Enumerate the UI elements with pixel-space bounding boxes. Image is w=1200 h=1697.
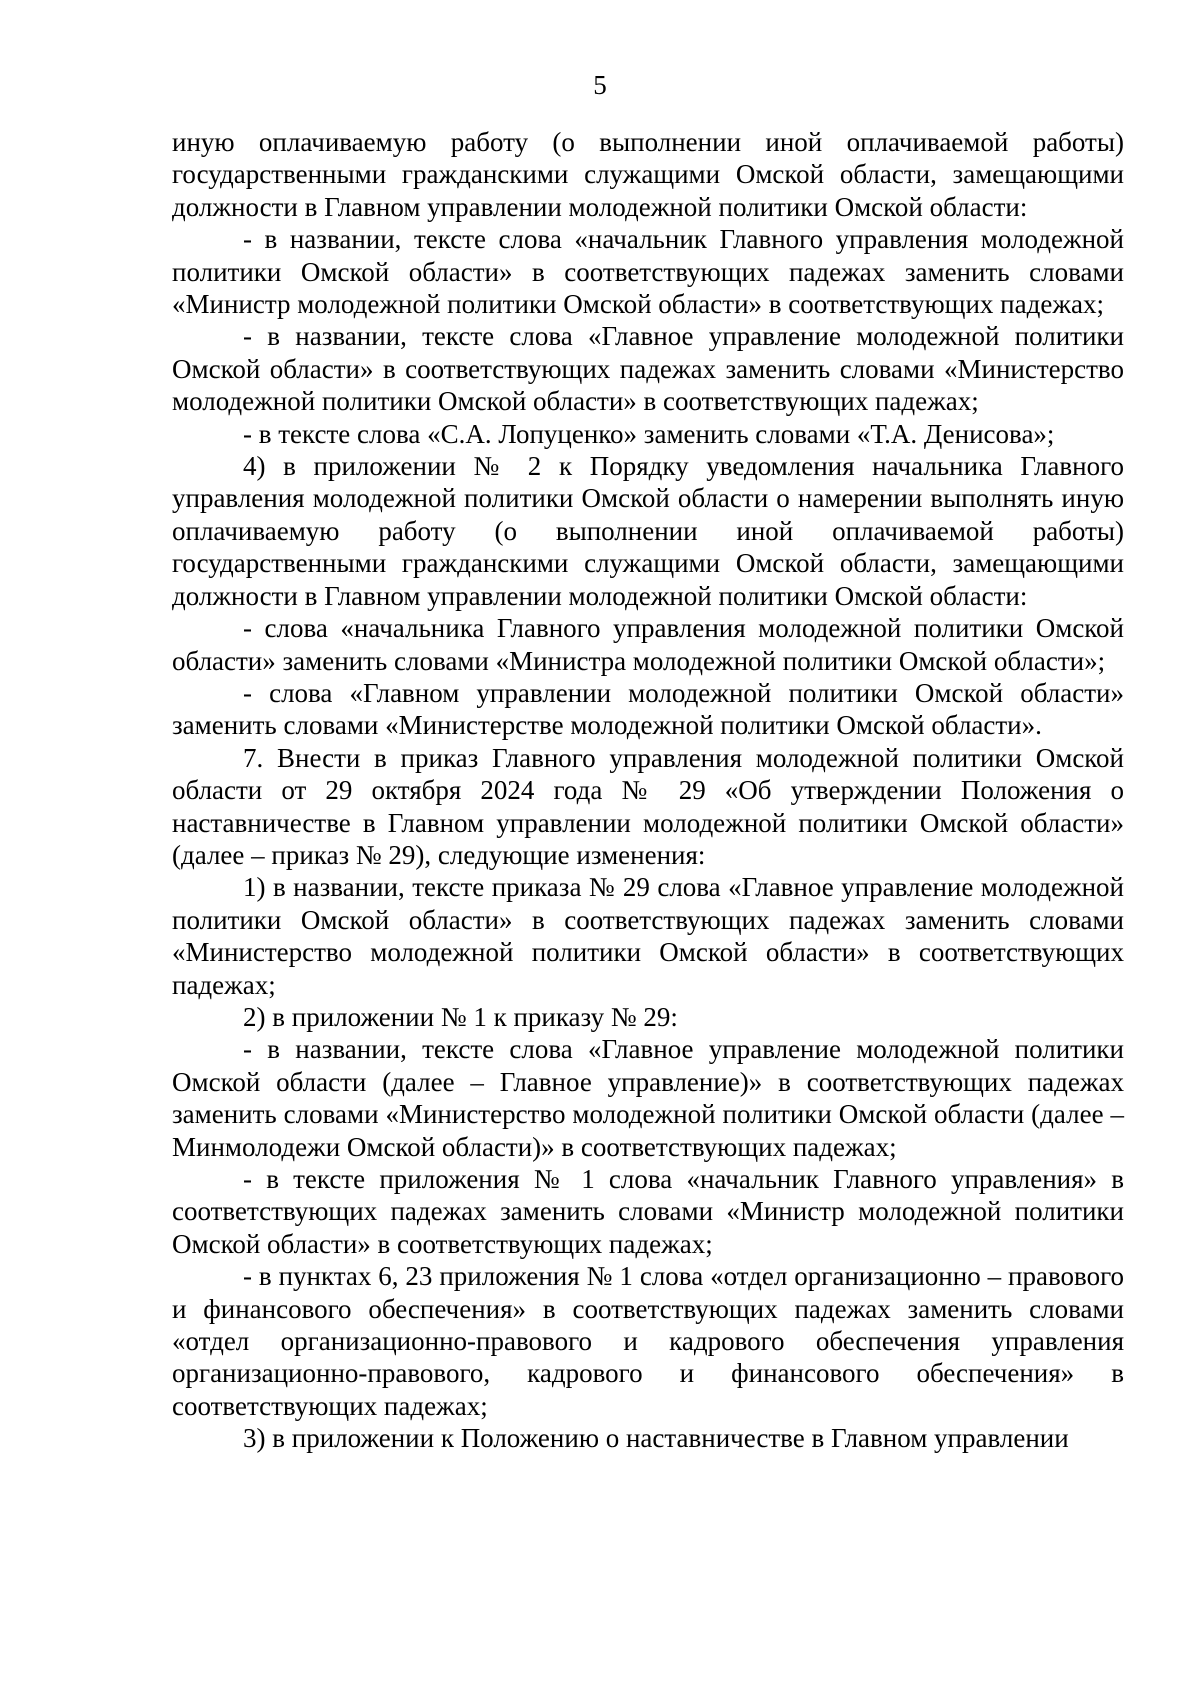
page-number: 5	[593, 70, 607, 100]
paragraph: иную оплачиваемую работу (о выполнении иной оплачиваемой работы) государственными гражданскими служащими Омской области, замещающими должности в Главном управлении молодежной политики Омской области:	[172, 127, 1124, 222]
paragraph: - слова «начальника Главного управления молодежной политики Омской области» заменить словами «Министра молодежной политики Омской области»;	[172, 613, 1124, 676]
paragraph: 1) в названии, тексте приказа № 29 слова «Главное управление молодежной политики Омской области» в соответствующих падежах заменить словами «Министерство молодежной политики Омской области» в соответствующих падежах;	[172, 872, 1124, 1000]
paragraph: - в названии, тексте слова «начальник Главного управления молодежной политики Омской области» в соответствующих падежах заменить словами «Министр молодежной политики Омской области» в соответствующих падежах;	[172, 224, 1124, 320]
paragraph: - слова «Главном управлении молодежной политики Омской области» заменить словами «Министерстве молодежной политики Омской области».	[172, 677, 1124, 741]
paragraph: - в названии, тексте слова «Главное управление молодежной политики Омской области (далее – Главное управление)» в соответствующих падежах заменить словами «Министерство молодежной политики Омской области (далее – Минмолодежи Омской области)» в соответствующих падежах;	[172, 1034, 1124, 1162]
paragraph: 2) в приложении № 1 к приказу № 29:	[243, 1001, 678, 1032]
paragraph: 4) в приложении № 2 к Порядку уведомления начальника Главного управления молодежной политики Омской области о намерении выполнять иную оплачиваемую работу (о выполнении иной оплачиваемой работы) государственными гражданскими служащими Омской области, замещающими должности в Главном управлении молодежной политики Омской области:	[172, 451, 1124, 611]
paragraph: - в пунктах 6, 23 приложения № 1 слова «отдел организационно – правового и финансового обеспечения» в соответствующих падежах заменить словами «отдел организационно-правового и кадрового обеспечения управления организационно-правового, кадрового и финансового обеспечения» в соответствующих падежах;	[172, 1261, 1124, 1421]
paragraph: - в названии, тексте слова «Главное управление молодежной политики Омской области» в соответствующих падежах заменить словами «Министерство молодежной политики Омской области» в соответствующих падежах;	[172, 321, 1124, 417]
paragraph: - в тексте слова «С.А. Лопуценко» заменить словами «Т.А. Денисова»;	[243, 418, 1055, 449]
paragraph: 7. Внести в приказ Главного управления молодежной политики Омской области от 29 октября 2024 года № 29 «Об утверждении Положения о наставничестве в Главном управлении молодежной политики Омской области» (далее – приказ № 29), следующие изменения:	[172, 742, 1124, 870]
paragraph: - в тексте приложения № 1 слова «начальник Главного управления» в соответствующих падежах заменить словами «Министр молодежной политики Омской области» в соответствующих падежах;	[172, 1164, 1124, 1259]
document-body	[172, 126, 1124, 1455]
paragraph: 3) в приложении к Положению о наставничестве в Главном управлении	[243, 1423, 1069, 1454]
